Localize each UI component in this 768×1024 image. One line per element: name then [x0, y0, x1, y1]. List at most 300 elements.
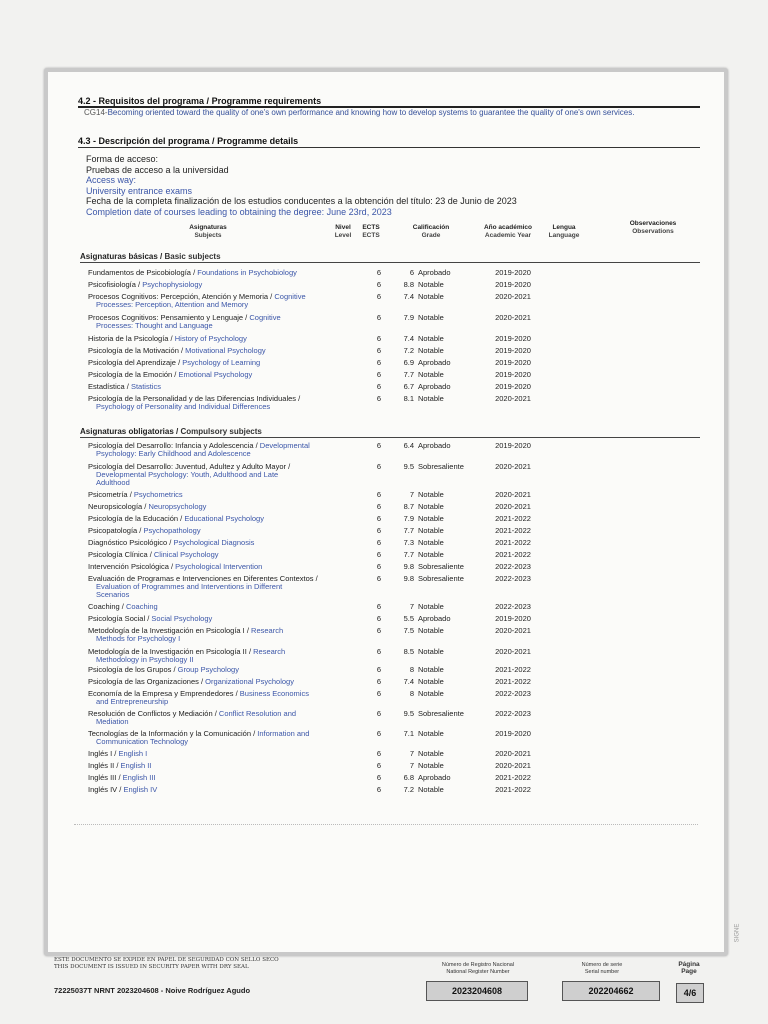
ects-value: 6 [376, 462, 382, 471]
ects-value: 6 [376, 602, 382, 611]
access-label-en: Access way: [86, 175, 137, 185]
subject-name-en: History of Psychology [174, 334, 247, 343]
subject-name-es: Psicología Clínica [88, 550, 148, 559]
academic-year: 2020-2021 [495, 749, 531, 758]
subject-name-es: Resolución de Conflictos y Mediación [88, 709, 213, 718]
completion-date-es: Fecha de la completa finalización de los estudios conducentes a la obtención del título: 23 de Junio de 2023 [86, 196, 517, 206]
subject-name: Metodología de la Investigación en Psicología I / Research Methods for Psychology I [88, 627, 334, 643]
grade-label: Notable [418, 370, 444, 379]
col-subjects-en: Subjects [194, 231, 222, 239]
section-4-3-title-es: 4.3 - Descripción del programa / [78, 136, 215, 146]
subject-name-en: Information and [257, 729, 310, 738]
grade-number: 9.5 [403, 462, 414, 471]
subject-name-es: Metodología de la Investigación en Psicología II [88, 647, 247, 656]
page-label-es: Página [678, 961, 700, 968]
grade-label: Notable [418, 602, 444, 611]
subject-name-en: Coaching [125, 602, 158, 611]
subject-name: Coaching / Coaching [88, 602, 158, 611]
grade-label: Notable [418, 346, 444, 355]
subject-name: Diagnóstico Psicológico / Psychological Diagnosis [88, 538, 255, 547]
serial-label-en: Serial number [584, 968, 620, 975]
academic-year: 2021-2022 [495, 665, 531, 674]
subject-name-es: Inglés III [88, 773, 117, 782]
completion-date [86, 196, 517, 217]
subject-name-es: Psicología de la Emoción [88, 370, 173, 379]
subject-name-es: Psicología de las Organizaciones [88, 677, 199, 686]
grade-number: 8.1 [403, 394, 414, 403]
subject-name-en-cont: Processes: Thought and Language [96, 321, 213, 330]
subject-name-en: English I [118, 749, 148, 758]
basic-subjects-rule [80, 262, 700, 263]
subject-name: Psicopatología / Psychopathology [88, 526, 201, 535]
grade-number: 7.2 [403, 346, 414, 355]
basic-title-en: Basic subjects [164, 252, 221, 261]
subject-name-es: Neuropsicología [88, 502, 143, 511]
subject-name-en: Educational Psychology [184, 514, 264, 523]
col-grade-es: Calificación [412, 224, 450, 231]
grade-number: 7.4 [403, 292, 414, 301]
ects-value: 6 [376, 358, 382, 367]
ects-value: 6 [376, 280, 382, 289]
subject-name-en: Social Psychology [151, 614, 213, 623]
academic-year: 2020-2021 [495, 490, 531, 499]
col-ects [360, 224, 382, 239]
ects-value: 6 [376, 626, 382, 635]
academic-year: 2020-2021 [495, 313, 531, 322]
subject-name-es: Inglés I [88, 749, 113, 758]
subject-name-es: Psicología de la Educación [88, 514, 179, 523]
grade-number: 6.7 [403, 382, 414, 391]
subject-name-en: Group Psychology [177, 665, 239, 674]
ects-value: 6 [376, 313, 382, 322]
competence-cg14 [84, 108, 634, 117]
subject-name-en: Foundations in Psychobiology [197, 268, 297, 277]
col-observations [618, 220, 688, 235]
grade-label: Aprobado [418, 358, 451, 367]
grade-number: 9.8 [403, 562, 414, 571]
grade-number: 7.7 [403, 526, 414, 535]
col-ects-es: ECTS [362, 224, 380, 231]
col-year-es: Año académico [483, 224, 533, 231]
grade-number: 8.8 [403, 280, 414, 289]
subject-name: Psicología de la Personalidad y de las Diferencias Individuales / Psychology of Personality and Individual Differences [88, 395, 334, 411]
section-4-2-title-es: 4.2 - Requisitos del programa / [78, 96, 210, 106]
col-level-es: Nivel [335, 224, 351, 231]
col-language-en: Language [548, 231, 580, 239]
academic-year: 2019-2020 [495, 382, 531, 391]
subject-name-es: Psicología de los Grupos [88, 665, 172, 674]
completion-date-en: Completion date of courses leading to obtaining the degree: June 23rd, 2023 [86, 206, 392, 217]
ects-value: 6 [376, 761, 382, 770]
ects-value: 6 [376, 562, 382, 571]
grade-label: Notable [418, 689, 444, 698]
grade-number: 8.5 [403, 647, 414, 656]
subject-name-en: Cognitive [274, 292, 306, 301]
grade-label: Sobresaliente [418, 562, 464, 571]
subject-name-en-cont2: Adulthood [96, 478, 130, 487]
ects-value: 6 [376, 785, 382, 794]
serial-label [562, 962, 642, 975]
academic-year: 2021-2022 [495, 514, 531, 523]
ects-value: 6 [376, 677, 382, 686]
register-label [428, 962, 528, 975]
subject-name: Psicología de la Educación / Educational Psychology [88, 514, 264, 523]
subject-name: Procesos Cognitivos: Percepción, Atención y Memoria / Cognitive Processes: Perception, Attention and Memory [88, 293, 334, 309]
subject-name: Resolución de Conflictos y Mediación / Conflict Resolution and Mediation [88, 710, 334, 726]
subject-name: Inglés II / English II [88, 761, 152, 770]
subject-name-en-cont2: Scenarios [96, 590, 130, 599]
subject-name-es: Psicofisiología [88, 280, 136, 289]
grade-number: 7.9 [403, 514, 414, 523]
grade-label: Sobresaliente [418, 709, 464, 718]
academic-year: 2019-2020 [495, 358, 531, 367]
academic-year: 2019-2020 [495, 346, 531, 355]
col-observations-es: Observaciones [629, 220, 677, 227]
subject-name-es: Psicometría [88, 490, 128, 499]
ects-value: 6 [376, 773, 382, 782]
ects-value: 6 [376, 268, 382, 277]
academic-year: 2019-2020 [495, 268, 531, 277]
subject-name-es: Psicología del Desarrollo: Infancia y Adolescencia [88, 441, 254, 450]
col-grade-en: Grade [421, 231, 441, 239]
grade-label: Sobresaliente [418, 462, 464, 471]
security-notice-en: THIS DOCUMENT IS ISSUED IN SECURITY PAPER WITH DRY SEAL [54, 963, 249, 970]
grade-number: 7.5 [403, 626, 414, 635]
col-subjects-es: Asignaturas [189, 224, 227, 231]
grade-label: Aprobado [418, 268, 451, 277]
ects-value: 6 [376, 729, 382, 738]
grade-number: 8 [409, 689, 414, 698]
grade-number: 7.4 [403, 334, 414, 343]
subject-name: Psicología Clínica / Clinical Psychology [88, 550, 219, 559]
academic-year: 2021-2022 [495, 773, 531, 782]
grade-number: 7.1 [403, 729, 414, 738]
ects-value: 6 [376, 550, 382, 559]
grade-label: Notable [418, 313, 444, 322]
subject-name-en: Statistics [130, 382, 161, 391]
page-label-en: Page [681, 967, 697, 975]
ects-value: 6 [376, 574, 382, 583]
academic-year: 2021-2022 [495, 538, 531, 547]
subject-name-en: Psychological Diagnosis [173, 538, 255, 547]
col-grade [408, 224, 454, 239]
subject-name: Psicofisiología / Psychophysiology [88, 280, 203, 289]
grade-label: Notable [418, 334, 444, 343]
grade-label: Aprobado [418, 441, 451, 450]
grade-label: Notable [418, 538, 444, 547]
ects-value: 6 [376, 490, 382, 499]
subject-name-en: English III [122, 773, 156, 782]
signe-mark: SIGNE [734, 923, 741, 943]
grade-number: 7 [409, 602, 414, 611]
grade-number: 9.5 [403, 709, 414, 718]
subject-name-en-cont: Mediation [96, 717, 129, 726]
subject-name-es: Estadística [88, 382, 125, 391]
subject-name-es: Psicología Social [88, 614, 146, 623]
subject-name-es: Psicología del Desarrollo: Juventud, Adultez y Adulto Mayor [88, 462, 287, 471]
subject-name: Inglés III / English III [88, 773, 156, 782]
grade-label: Aprobado [418, 614, 451, 623]
subject-name: Psicología del Desarrollo: Juventud, Adultez y Adulto Mayor / Developmental Psychology: Youth, Adulthood and Late Adulthood [88, 463, 334, 487]
subject-name-en: Cognitive [249, 313, 281, 322]
subject-name-es: Evaluación de Programas e Intervenciones en Diferentes Contextos [88, 574, 314, 583]
ects-value: 6 [376, 334, 382, 343]
page-number-box: 4/6 [676, 983, 704, 1003]
grade-label: Notable [418, 526, 444, 535]
subject-name: Intervención Psicológica / Psychological Intervention [88, 562, 263, 571]
academic-year: 2022-2023 [495, 562, 531, 571]
grade-number: 8 [409, 665, 414, 674]
subject-name: Psicología de los Grupos / Group Psychology [88, 665, 239, 674]
academic-year: 2022-2023 [495, 574, 531, 583]
ects-value: 6 [376, 647, 382, 656]
ects-value: 6 [376, 346, 382, 355]
ects-value: 6 [376, 665, 382, 674]
compulsory-subjects-title [80, 427, 262, 436]
ects-value: 6 [376, 749, 382, 758]
subject-name-en: Business Economics [239, 689, 309, 698]
subject-name-en-cont: and Entrepreneurship [96, 697, 169, 706]
subject-name: Psicología Social / Social Psychology [88, 614, 213, 623]
grade-label: Notable [418, 394, 444, 403]
subject-name-es: Coaching [88, 602, 120, 611]
grade-number: 7.9 [403, 313, 414, 322]
grade-label: Notable [418, 490, 444, 499]
academic-year: 2021-2022 [495, 526, 531, 535]
subject-name-es: Psicología de la Motivación [88, 346, 179, 355]
academic-year: 2021-2022 [495, 785, 531, 794]
grade-label: Notable [418, 749, 444, 758]
subject-name-es: Fundamentos de Psicobiología [88, 268, 191, 277]
grade-number: 7.4 [403, 677, 414, 686]
holder-line: 72225037T NRNT 2023204608 - Noive Rodríguez Agudo [54, 986, 251, 995]
section-4-2-title-en: Programme requirements [211, 96, 322, 106]
grade-label: Notable [418, 550, 444, 559]
grade-label: Notable [418, 502, 444, 511]
col-year [478, 224, 538, 239]
subject-name-en: Developmental [259, 441, 310, 450]
grade-number: 7 [409, 761, 414, 770]
academic-year: 2022-2023 [495, 689, 531, 698]
subject-name: Estadística / Statistics [88, 382, 161, 391]
academic-year: 2019-2020 [495, 334, 531, 343]
compulsory-title-en: Compulsory subjects [180, 427, 262, 436]
subject-name-es: Metodología de la Investigación en Psicología I [88, 626, 245, 635]
subject-name-en: Psychological Intervention [175, 562, 263, 571]
grade-number: 5.5 [403, 614, 414, 623]
subject-name-en: Conflict Resolution and [218, 709, 297, 718]
grade-label: Notable [418, 785, 444, 794]
section-4-2-title [78, 96, 321, 106]
subject-name-es: Diagnóstico Psicológico [88, 538, 168, 547]
grade-label: Notable [418, 626, 444, 635]
academic-year: 2021-2022 [495, 677, 531, 686]
section-4-3-rule [78, 147, 700, 148]
subject-name-en: Motivational Psychology [185, 346, 266, 355]
grade-number: 6 [409, 268, 414, 277]
academic-year: 2020-2021 [495, 626, 531, 635]
subject-name-en: Psychology of Learning [182, 358, 261, 367]
ects-value: 6 [376, 382, 382, 391]
grade-number: 7 [409, 490, 414, 499]
subject-name-en: Research [251, 626, 284, 635]
competence-text: Becoming oriented toward the quality of one's own performance and knowing how to develop systems to guarantee the quality of one's own services. [107, 108, 635, 117]
ects-value: 6 [376, 526, 382, 535]
academic-year: 2020-2021 [495, 502, 531, 511]
subject-name: Historia de la Psicología / History of Psychology [88, 334, 247, 343]
subject-name-es: Inglés II [88, 761, 115, 770]
end-of-table-line [74, 824, 698, 825]
subject-name-en: Psychometrics [133, 490, 183, 499]
grade-label: Notable [418, 292, 444, 301]
basic-title-es: Asignaturas básicas / [80, 252, 163, 261]
grade-number: 7.2 [403, 785, 414, 794]
subject-name-en-cont: Communication Technology [96, 737, 188, 746]
grade-number: 7.7 [403, 550, 414, 559]
subject-name: Neuropsicología / Neuropsychology [88, 502, 207, 511]
serial-number-box: 202204662 [562, 981, 660, 1001]
section-4-3-title [78, 136, 298, 146]
grade-label: Aprobado [418, 382, 451, 391]
subject-name: Psicología del Desarrollo: Infancia y Adolescencia / Developmental Psychology: Early Childhood and Adolescence [88, 442, 334, 458]
ects-value: 6 [376, 292, 382, 301]
ects-value: 6 [376, 441, 382, 450]
col-level-en: Level [334, 231, 352, 239]
access-value-es: Pruebas de acceso a la universidad [86, 164, 229, 175]
academic-year: 2020-2021 [495, 647, 531, 656]
grade-number: 7.7 [403, 370, 414, 379]
security-paper-notice [54, 957, 279, 970]
academic-year: 2020-2021 [495, 462, 531, 471]
subject-name-en: Psychophysiology [142, 280, 203, 289]
subject-name-en: Clinical Psychology [153, 550, 219, 559]
ects-value: 6 [376, 689, 382, 698]
ects-value: 6 [376, 614, 382, 623]
subject-name: Psicometría / Psychometrics [88, 490, 183, 499]
basic-subjects-title [80, 252, 221, 261]
subject-name-en-cont: Psychology: Early Childhood and Adolescence [96, 449, 251, 458]
subject-name-es: Psicología del Aprendizaje [88, 358, 176, 367]
ects-value: 6 [376, 394, 382, 403]
subject-name: Tecnologías de la Información y la Comunicación / Information and Communication Technology [88, 730, 334, 746]
subject-name: Fundamentos de Psicobiología / Foundations in Psychobiology [88, 268, 297, 277]
academic-year: 2020-2021 [495, 394, 531, 403]
grade-number: 6.9 [403, 358, 414, 367]
subject-name-es: Procesos Cognitivos: Pensamiento y Lenguaje [88, 313, 244, 322]
subject-name-es: Psicología de la Personalidad y de las Diferencias Individuales [88, 394, 297, 403]
ects-value: 6 [376, 502, 382, 511]
register-label-es: Número de Registro Nacional [441, 962, 515, 968]
grade-label: Notable [418, 677, 444, 686]
subject-name: Psicología de las Organizaciones / Organizational Psychology [88, 677, 294, 686]
subject-name: Procesos Cognitivos: Pensamiento y Lenguaje / Cognitive Processes: Thought and Language [88, 314, 334, 330]
subject-name-es: Historia de la Psicología [88, 334, 169, 343]
grade-number: 6.4 [403, 441, 414, 450]
grade-label: Sobresaliente [418, 574, 464, 583]
register-number-box: 2023204608 [426, 981, 528, 1001]
serial-label-es: Número de serie [581, 962, 623, 968]
grade-label: Aprobado [418, 773, 451, 782]
ects-value: 6 [376, 709, 382, 718]
col-level [332, 224, 354, 239]
subject-name-en-cont: Evaluation of Programmes and Interventions in Different [96, 582, 283, 591]
subject-name-es: Intervención Psicológica [88, 562, 169, 571]
subject-name-en: Emotional Psychology [178, 370, 253, 379]
subject-name-es: Psicopatología [88, 526, 138, 535]
subject-name: Economía de la Empresa y Emprendedores / Business Economics and Entrepreneurship [88, 690, 334, 706]
subject-name-en: English II [120, 761, 152, 770]
academic-year: 2020-2021 [495, 292, 531, 301]
ects-value: 6 [376, 538, 382, 547]
ects-value: 6 [376, 370, 382, 379]
security-notice-es: ESTE DOCUMENTO SE EXPIDE EN PAPEL DE SEGURIDAD CON SELLO SECO [54, 957, 279, 963]
section-4-3-title-en: Programme details [217, 136, 299, 146]
grade-number: 7 [409, 749, 414, 758]
academic-year: 2019-2020 [495, 441, 531, 450]
document-sheet [44, 68, 728, 956]
subject-name: Inglés IV / English IV [88, 785, 158, 794]
subject-name-en-cont: Methods for Psychology I [96, 634, 181, 643]
subject-name-en: English IV [123, 785, 158, 794]
subject-name-en-cont: Methodology in Psychology II [96, 655, 194, 664]
col-language [542, 224, 586, 239]
subject-name-en-cont: Developmental Psychology: Youth, Adulthood and Late [96, 470, 279, 479]
subject-name: Psicología de la Emoción / Emotional Psychology [88, 370, 253, 379]
compulsory-subjects-rule [80, 437, 700, 438]
academic-year: 2019-2020 [495, 370, 531, 379]
academic-year: 2019-2020 [495, 729, 531, 738]
subject-name-es: Economía de la Empresa y Emprendedores [88, 689, 234, 698]
academic-year: 2020-2021 [495, 761, 531, 770]
register-label-en: National Register Number [446, 968, 510, 975]
access-value-en: University entrance exams [86, 185, 193, 196]
grade-label: Notable [418, 729, 444, 738]
col-year-en: Academic Year [484, 231, 532, 239]
competence-code: CG14- [84, 108, 108, 117]
col-ects-en: ECTS [362, 231, 380, 239]
subject-name-en: Organizational Psychology [205, 677, 294, 686]
academic-year: 2019-2020 [495, 280, 531, 289]
compulsory-title-es: Asignaturas obligatorias / [80, 427, 179, 436]
subject-name-es: Tecnologías de la Información y la Comunicación [88, 729, 252, 738]
col-observations-en: Observations [632, 227, 674, 235]
grade-label: Notable [418, 665, 444, 674]
subject-name: Metodología de la Investigación en Psicología II / Research Methodology in Psychology II [88, 648, 334, 664]
access-label-es: Forma de acceso: [86, 154, 159, 164]
academic-year: 2021-2022 [495, 550, 531, 559]
ects-value: 6 [376, 514, 382, 523]
grade-number: 9.8 [403, 574, 414, 583]
subject-name-en: Research [253, 647, 286, 656]
subject-name-en-cont: Processes: Perception, Attention and Memory [96, 300, 249, 309]
subject-name: Psicología del Aprendizaje / Psychology of Learning [88, 358, 261, 367]
academic-year: 2019-2020 [495, 614, 531, 623]
grade-number: 8.7 [403, 502, 414, 511]
academic-year: 2022-2023 [495, 709, 531, 718]
subject-name-es: Inglés IV [88, 785, 118, 794]
grade-label: Notable [418, 647, 444, 656]
subject-name-en: Neuropsychology [148, 502, 207, 511]
grade-label: Notable [418, 514, 444, 523]
subject-name: Evaluación de Programas e Intervenciones en Diferentes Contextos / Evaluation of Programmes and Interventions in Different Scenarios [88, 575, 334, 599]
access-way [86, 154, 229, 196]
subject-name-es: Procesos Cognitivos: Percepción, Atención y Memoria [88, 292, 269, 301]
page-label [672, 962, 706, 975]
subject-name-en: Psychopathology [143, 526, 201, 535]
subject-name: Inglés I / English I [88, 749, 148, 758]
col-language-es: Lengua [552, 224, 576, 231]
grade-number: 6.8 [403, 773, 414, 782]
